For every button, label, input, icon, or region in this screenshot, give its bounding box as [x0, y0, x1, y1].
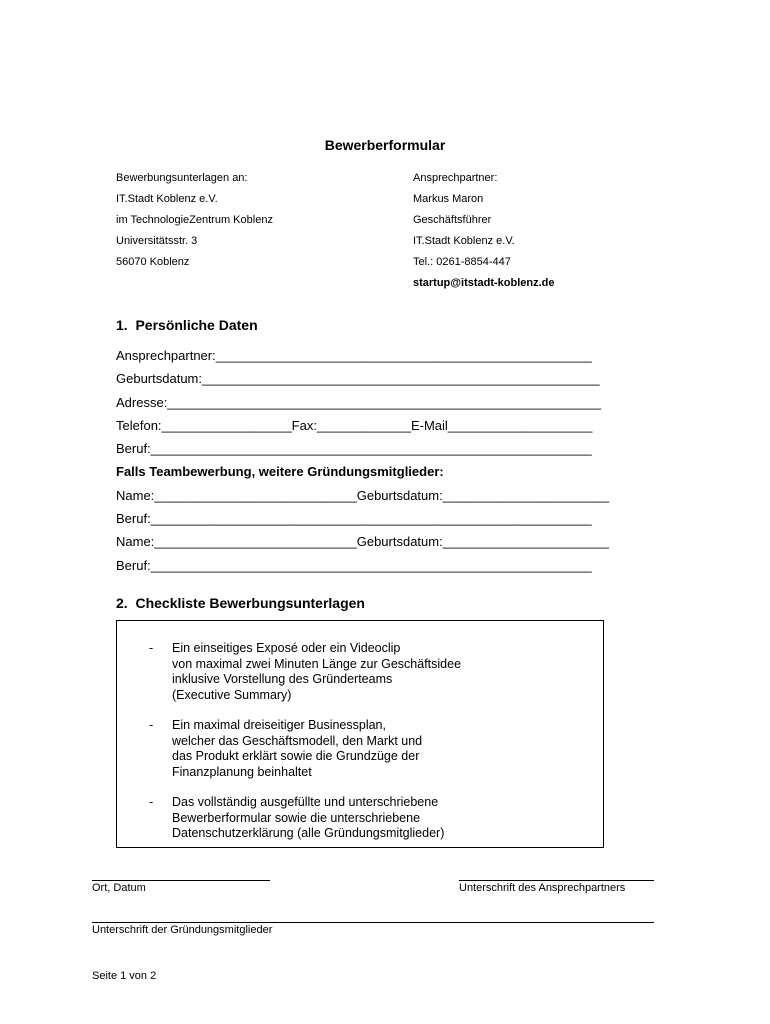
field-team-name-2[interactable]: Name:____________________________Geburtsdatum:_______________________ [116, 534, 610, 549]
bullet-dash: - [149, 718, 154, 732]
section1-number: 1. [116, 317, 128, 333]
founders-signature-line[interactable] [92, 922, 654, 923]
checklist-line: Ein maximal dreiseitiger Businessplan, [172, 718, 386, 732]
section1-heading [116, 317, 258, 333]
field-team-name-1[interactable]: Name:____________________________Geburtsdatum:_______________________ [116, 488, 610, 503]
contact-line: Geschäftsführer [413, 214, 492, 226]
field-profession[interactable]: Beruf:_____________________________________________________________ [116, 441, 592, 456]
checklist-line: Das vollständig ausgefüllte und unterschriebene [172, 795, 439, 809]
checklist-line: inklusive Vorstellung des Gründerteams [172, 672, 393, 686]
section2-title: Checkliste Bewerbungsunterlagen [135, 595, 365, 611]
place-date-label: Ort, Datum [92, 882, 146, 894]
contact-address [413, 168, 555, 294]
field-contact-person[interactable]: Ansprechpartner:____________________________________________________ [116, 348, 592, 363]
address-line: Universitätsstr. 3 [116, 235, 198, 247]
checklist-line: Ein einseitiges Exposé oder ein Videoclip [172, 641, 401, 655]
page-title: Bewerberformular [324, 137, 446, 153]
checklist-line: von maximal zwei Minuten Länge zur Geschäftsidee [172, 656, 462, 671]
field-address[interactable]: Adresse:____________________________________________________________ [116, 395, 602, 410]
address-line: Bewerbungsunterlagen an: [116, 172, 248, 184]
recipient-address [116, 168, 273, 273]
checklist-line: welcher das Geschäftsmodell, den Markt und [172, 733, 423, 748]
checklist-line: Datenschutzerklärung (alle Gründungsmitglieder) [172, 826, 445, 840]
founders-signature-label: Unterschrift der Gründungsmitglieder [92, 924, 273, 936]
bullet-dash: - [149, 795, 154, 809]
section2-number: 2. [116, 595, 128, 611]
section2-heading [116, 595, 365, 611]
checklist-line: Bewerberformular sowie die unterschriebene [172, 810, 421, 825]
contact-line: IT.Stadt Koblenz e.V. [413, 235, 515, 247]
checklist-line: das Produkt erklärt sowie die Grundzüge der [172, 749, 420, 763]
field-phone-fax-email[interactable]: Telefon:__________________Fax:_____________E-Mail____________________ [116, 418, 593, 433]
checklist-line: Finanzplanung beinhaltet [172, 764, 312, 779]
bullet-dash: - [149, 641, 154, 655]
page-number: Seite 1 von 2 [92, 970, 157, 982]
contact-line: Markus Maron [413, 193, 484, 205]
place-date-line[interactable] [92, 880, 270, 881]
contact-line: Ansprechpartner: [413, 172, 498, 184]
field-team-profession-1[interactable]: Beruf:_____________________________________________________________ [116, 511, 592, 526]
contact-line: Tel.: 0261-8854-447 [413, 256, 511, 268]
address-line: IT.Stadt Koblenz e.V. [116, 193, 218, 205]
contact-email: startup@itstadt-koblenz.de [413, 277, 555, 289]
checklist-item [172, 795, 444, 842]
contact-signature-label: Unterschrift des Ansprechpartners [459, 882, 626, 894]
address-line: 56070 Koblenz [116, 256, 190, 268]
team-heading: Falls Teambewerbung, weitere Gründungsmitglieder: [116, 464, 444, 479]
address-line: im TechnologieZentrum Koblenz [116, 214, 273, 226]
section1-title: Persönliche Daten [135, 317, 258, 333]
checklist-item [172, 718, 422, 780]
field-team-profession-2[interactable]: Beruf:_____________________________________________________________ [116, 558, 592, 573]
field-birthdate[interactable]: Geburtsdatum:_______________________________________________________ [116, 371, 600, 386]
checklist-box [116, 620, 604, 848]
checklist-line: (Executive Summary) [172, 687, 292, 702]
checklist-item [172, 641, 461, 703]
contact-signature-line[interactable] [459, 880, 654, 881]
